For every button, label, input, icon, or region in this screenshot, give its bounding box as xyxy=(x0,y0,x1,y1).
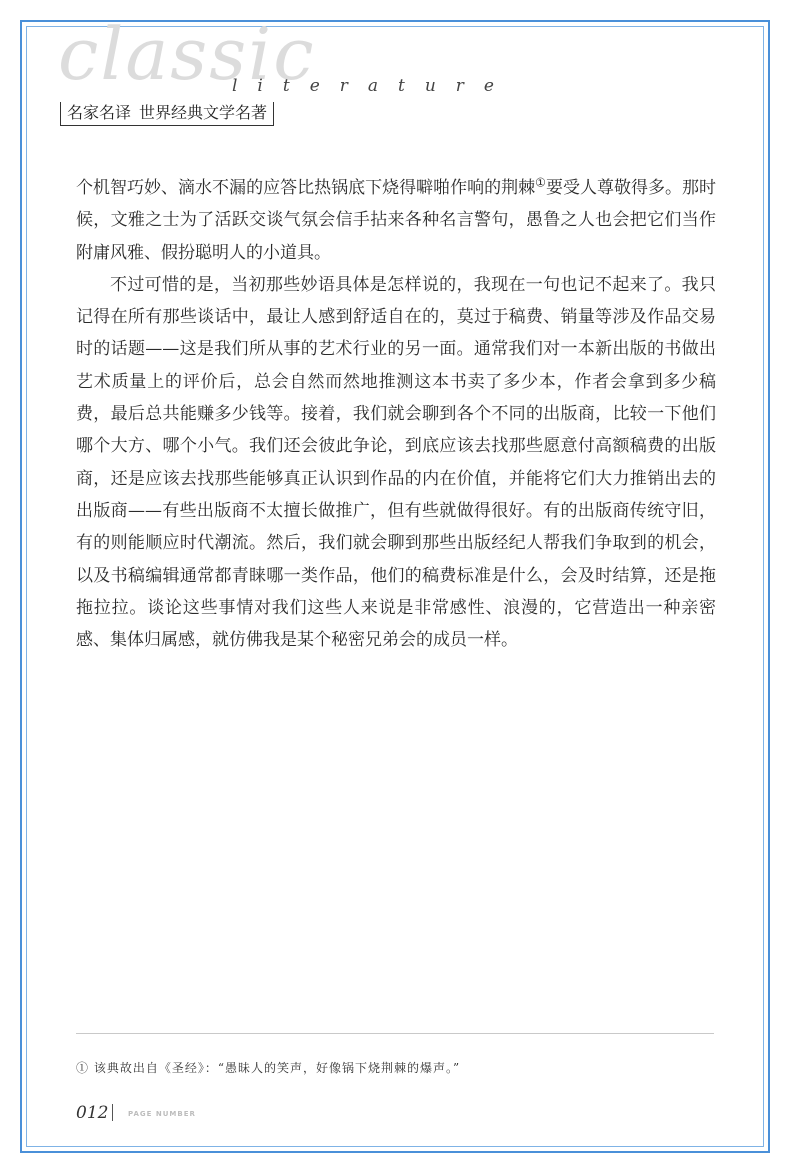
paragraph-1-text-a: 个机智巧妙、滴水不漏的应答比热锅底下烧得噼啪作响的荆棘 xyxy=(76,178,536,198)
decorative-classic-word: classic xyxy=(58,12,316,96)
page-number-label: PAGE NUMBER xyxy=(128,1110,196,1118)
series-title-part2: 世界经典文学名著 xyxy=(139,103,268,122)
series-title xyxy=(60,102,274,126)
page-number: 012 xyxy=(76,1103,109,1123)
series-title-part1: 名家名译 xyxy=(67,103,132,122)
paragraph-1 xyxy=(76,172,716,269)
footnote-marker: ① xyxy=(535,175,546,190)
footnote-divider xyxy=(76,1033,714,1034)
page-number-separator xyxy=(112,1104,113,1121)
decorative-literature-word: literature xyxy=(232,76,514,96)
footnote: ① 该典故出自《圣经》：“愚昧人的笑声，好像锅下烧荆棘的爆声。” xyxy=(76,1061,461,1075)
body-text xyxy=(76,172,716,656)
paragraph-2: 不过可惜的是，当初那些妙语具体是怎样说的，我现在一句也记不起来了。我只记得在所有那些谈话中，最让人感到舒适自在的，莫过于稿费、销量等涉及作品交易时的话题——这是我们所从事的艺术行业的另一面。通常我们对一本新出版的书做出艺术质量上的评价后，总会自然而然地推测这本书卖了多少本，作者会拿到多少稿费，最后总共能赚多少钱等。接着，我们就会聊到各个不同的出版商，比较一下他们哪个大方、哪个小气。我们还会彼此争论，到底应该去找那些愿意付高额稿费的出版商，还是应该去找那些能够真正认识到作品的内在价值，并能将它们大力推销出去的出版商——有些出版商不太擅长做推广，但有些就做得很好。有的出版商传统守旧，有的则能顺应时代潮流。然后，我们就会聊到那些出版经纪人帮我们争取到的机会，以及书稿编辑通常都青睐哪一类作品，他们的稿费标准是什么，会及时结算，还是拖拖拉拉。谈论这些事情对我们这些人来说是非常感性、浪漫的，它营造出一种亲密感、集体归属感，就仿佛我是某个秘密兄弟会的成员一样。 xyxy=(76,274,716,651)
paragraph-1-text-b: 要受人尊敬得多。那时候，文雅之士为了活跃交谈气氛会信手拈来各种名言警句，愚鲁之人也会把它们当作附庸风雅、假扮聪明人的小道具。 xyxy=(76,178,716,263)
